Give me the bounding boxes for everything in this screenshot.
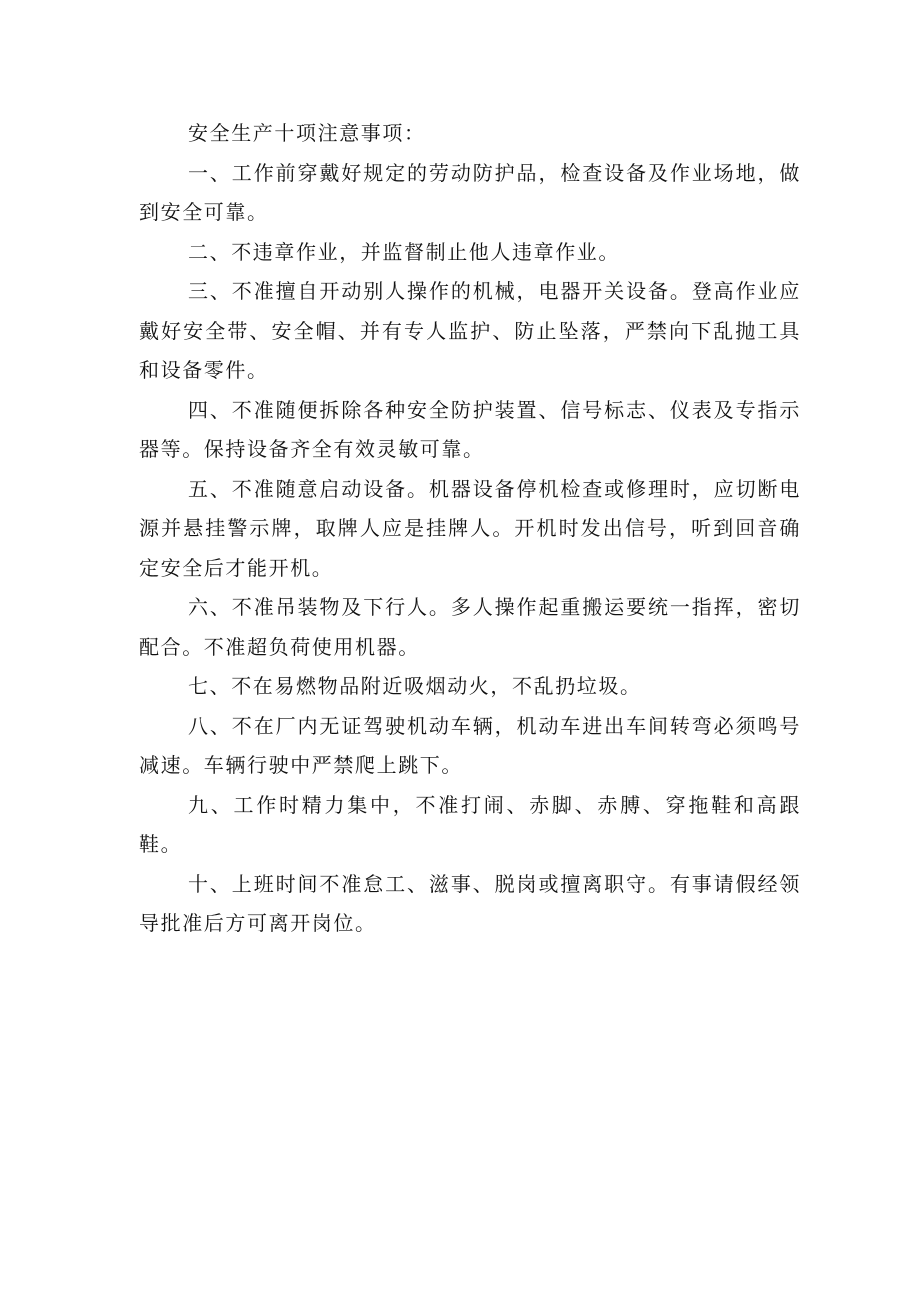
rule-item-4: 四、不准随便拆除各种安全防护装置、信号标志、仪表及专指示器等。保持设备齐全有效灵敏可靠。 xyxy=(139,397,801,461)
rule-item-3: 三、不准擅自开动别人操作的机械，电器开关设备。登高作业应戴好安全带、安全帽、并有专人监护、防止坠落，严禁向下乱抛工具和设备零件。 xyxy=(139,279,801,382)
rule-item-2: 二、不违章作业，并监督制止他人违章作业。 xyxy=(188,239,620,264)
rule-item-6: 六、不准吊装物及下行人。多人操作起重搬运要统一指挥，密切配合。不准超负荷使用机器。 xyxy=(139,595,801,659)
rule-item-10: 十、上班时间不准怠工、滋事、脱岗或擅离职守。有事请假经领导批准后方可离开岗位。 xyxy=(139,871,801,935)
rule-item-5: 五、不准随意启动设备。机器设备停机检查或修理时，应切断电源并悬挂警示牌，取牌人应是挂牌人。开机时发出信号，听到回音确定安全后才能开机。 xyxy=(139,476,801,580)
rule-item-8: 八、不在厂内无证驾驶机动车辆，机动车进出车间转弯必须鸣号减速。车辆行驶中严禁爬上跳下。 xyxy=(139,713,801,777)
document-heading: 安全生产十项注意事项： xyxy=(188,121,426,145)
rule-item-9: 九、工作时精力集中，不准打闹、赤脚、赤膊、穿拖鞋和高跟鞋。 xyxy=(139,792,801,856)
rule-item-1: 一、工作前穿戴好规定的劳动防护品，检查设备及作业场地，做到安全可靠。 xyxy=(139,160,801,224)
document-body xyxy=(139,114,801,944)
rule-item-7: 七、不在易燃物品附近吸烟动火，不乱扔垃圾。 xyxy=(188,674,642,698)
